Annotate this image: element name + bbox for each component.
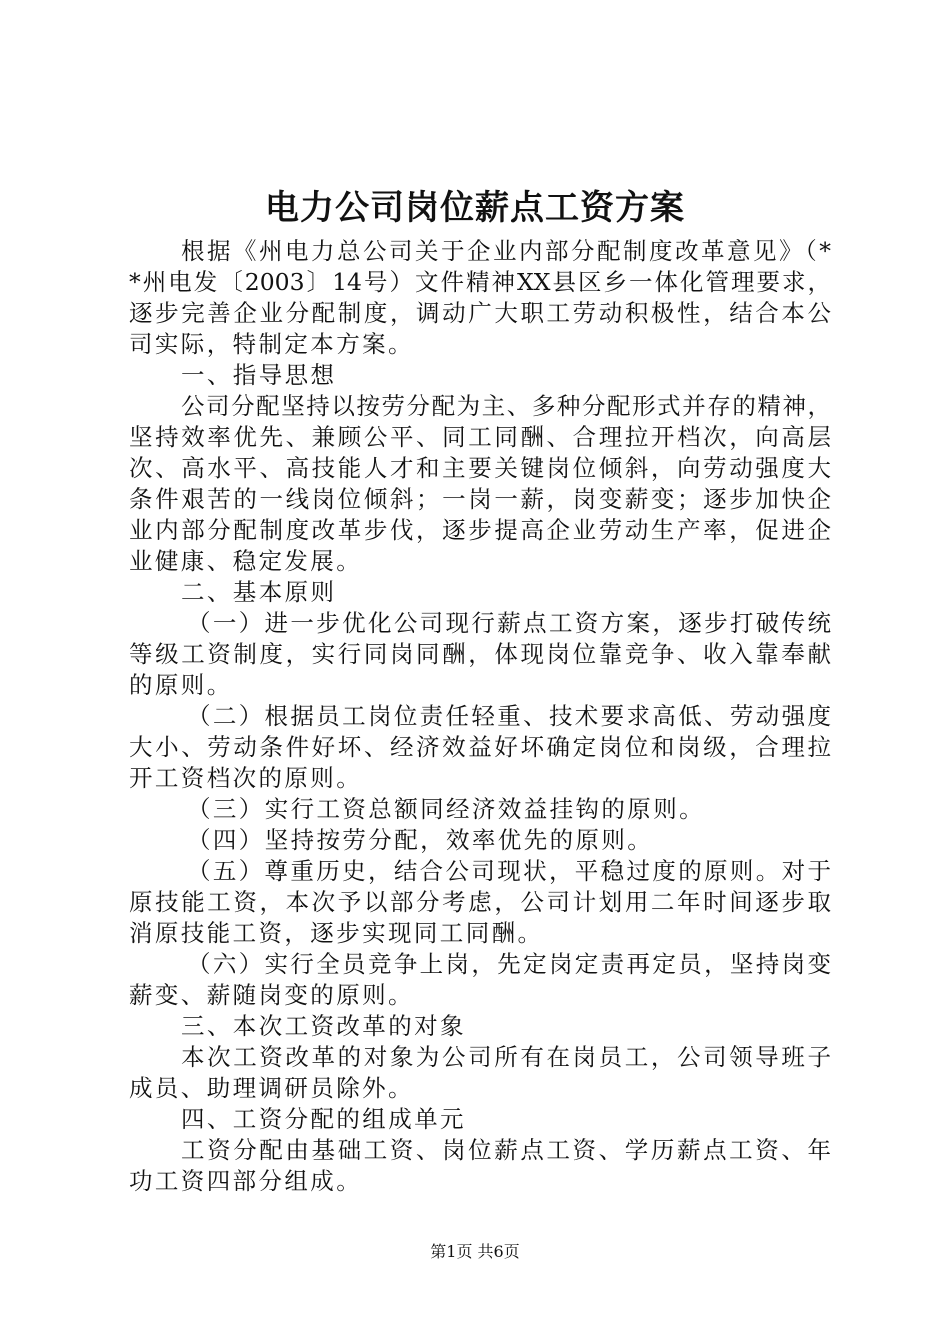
- body-line: *州电发〔2003〕14号）文件精神XX县区乡一体化管理要求，: [129, 268, 831, 296]
- body-line: 功工资四部分组成。: [129, 1167, 363, 1195]
- body-line: 三、本次工资改革的对象: [181, 1012, 466, 1040]
- body-line: 次、高水平、高技能人才和主要关键岗位倾斜，向劳动强度大: [129, 454, 831, 482]
- body-line: 工资分配由基础工资、岗位薪点工资、学历薪点工资、年: [181, 1136, 831, 1164]
- body-line: 消原技能工资，逐步实现同工同酬。: [129, 919, 544, 947]
- document-body: [129, 236, 831, 1197]
- body-line: （三）实行工资总额同经济效益挂钩的原则。: [187, 795, 705, 823]
- body-line: 坚持效率优先、兼顾公平、同工同酬、合理拉开档次，向高层: [129, 423, 831, 451]
- body-line: 业健康、稳定发展。: [129, 547, 363, 575]
- body-line: 薪变、薪随岗变的原则。: [129, 981, 414, 1009]
- body-line: （五）尊重历史，结合公司现状，平稳过度的原则。对于: [187, 857, 831, 885]
- body-line: （四）坚持按劳分配，效率优先的原则。: [187, 826, 654, 854]
- body-line: 等级工资制度，实行同岗同酬，体现岗位靠竞争、收入靠奉献: [129, 640, 831, 668]
- body-line: 本次工资改革的对象为公司所有在岗员工，公司领导班子: [181, 1043, 831, 1071]
- document-title: 电力公司岗位薪点工资方案: [265, 188, 685, 228]
- body-line: （二）根据员工岗位责任轻重、技术要求高低、劳动强度: [187, 702, 831, 730]
- body-line: 二、基本原则: [181, 578, 337, 606]
- body-line: 的原则。: [129, 671, 233, 699]
- body-line: 原技能工资，本次予以部分考虑，公司计划用二年时间逐步取: [129, 888, 831, 916]
- body-line: 开工资档次的原则。: [129, 764, 363, 792]
- body-line: 一、指导思想: [181, 361, 337, 389]
- page-footer: 第1页 共6页: [430, 1242, 520, 1261]
- body-line: 根据《州电力总公司关于企业内部分配制度改革意见》（*: [181, 237, 831, 265]
- body-line: （一）进一步优化公司现行薪点工资方案，逐步打破传统: [187, 609, 831, 637]
- body-line: 四、工资分配的组成单元: [181, 1105, 466, 1133]
- body-line: 成员、助理调研员除外。: [129, 1074, 414, 1102]
- body-line: 逐步完善企业分配制度，调动广大职工劳动积极性，结合本公: [129, 299, 831, 327]
- body-line: 大小、劳动条件好坏、经济效益好坏确定岗位和岗级，合理拉: [129, 733, 831, 761]
- body-line: 条件艰苦的一线岗位倾斜；一岗一薪，岗变薪变；逐步加快企: [129, 485, 831, 513]
- body-line: （六）实行全员竞争上岗，先定岗定责再定员，坚持岗变: [187, 950, 831, 978]
- body-line: 公司分配坚持以按劳分配为主、多种分配形式并存的精神，: [181, 392, 831, 420]
- body-line: 业内部分配制度改革步伐，逐步提高企业劳动生产率，促进企: [129, 516, 831, 544]
- body-line: 司实际，特制定本方案。: [129, 330, 414, 358]
